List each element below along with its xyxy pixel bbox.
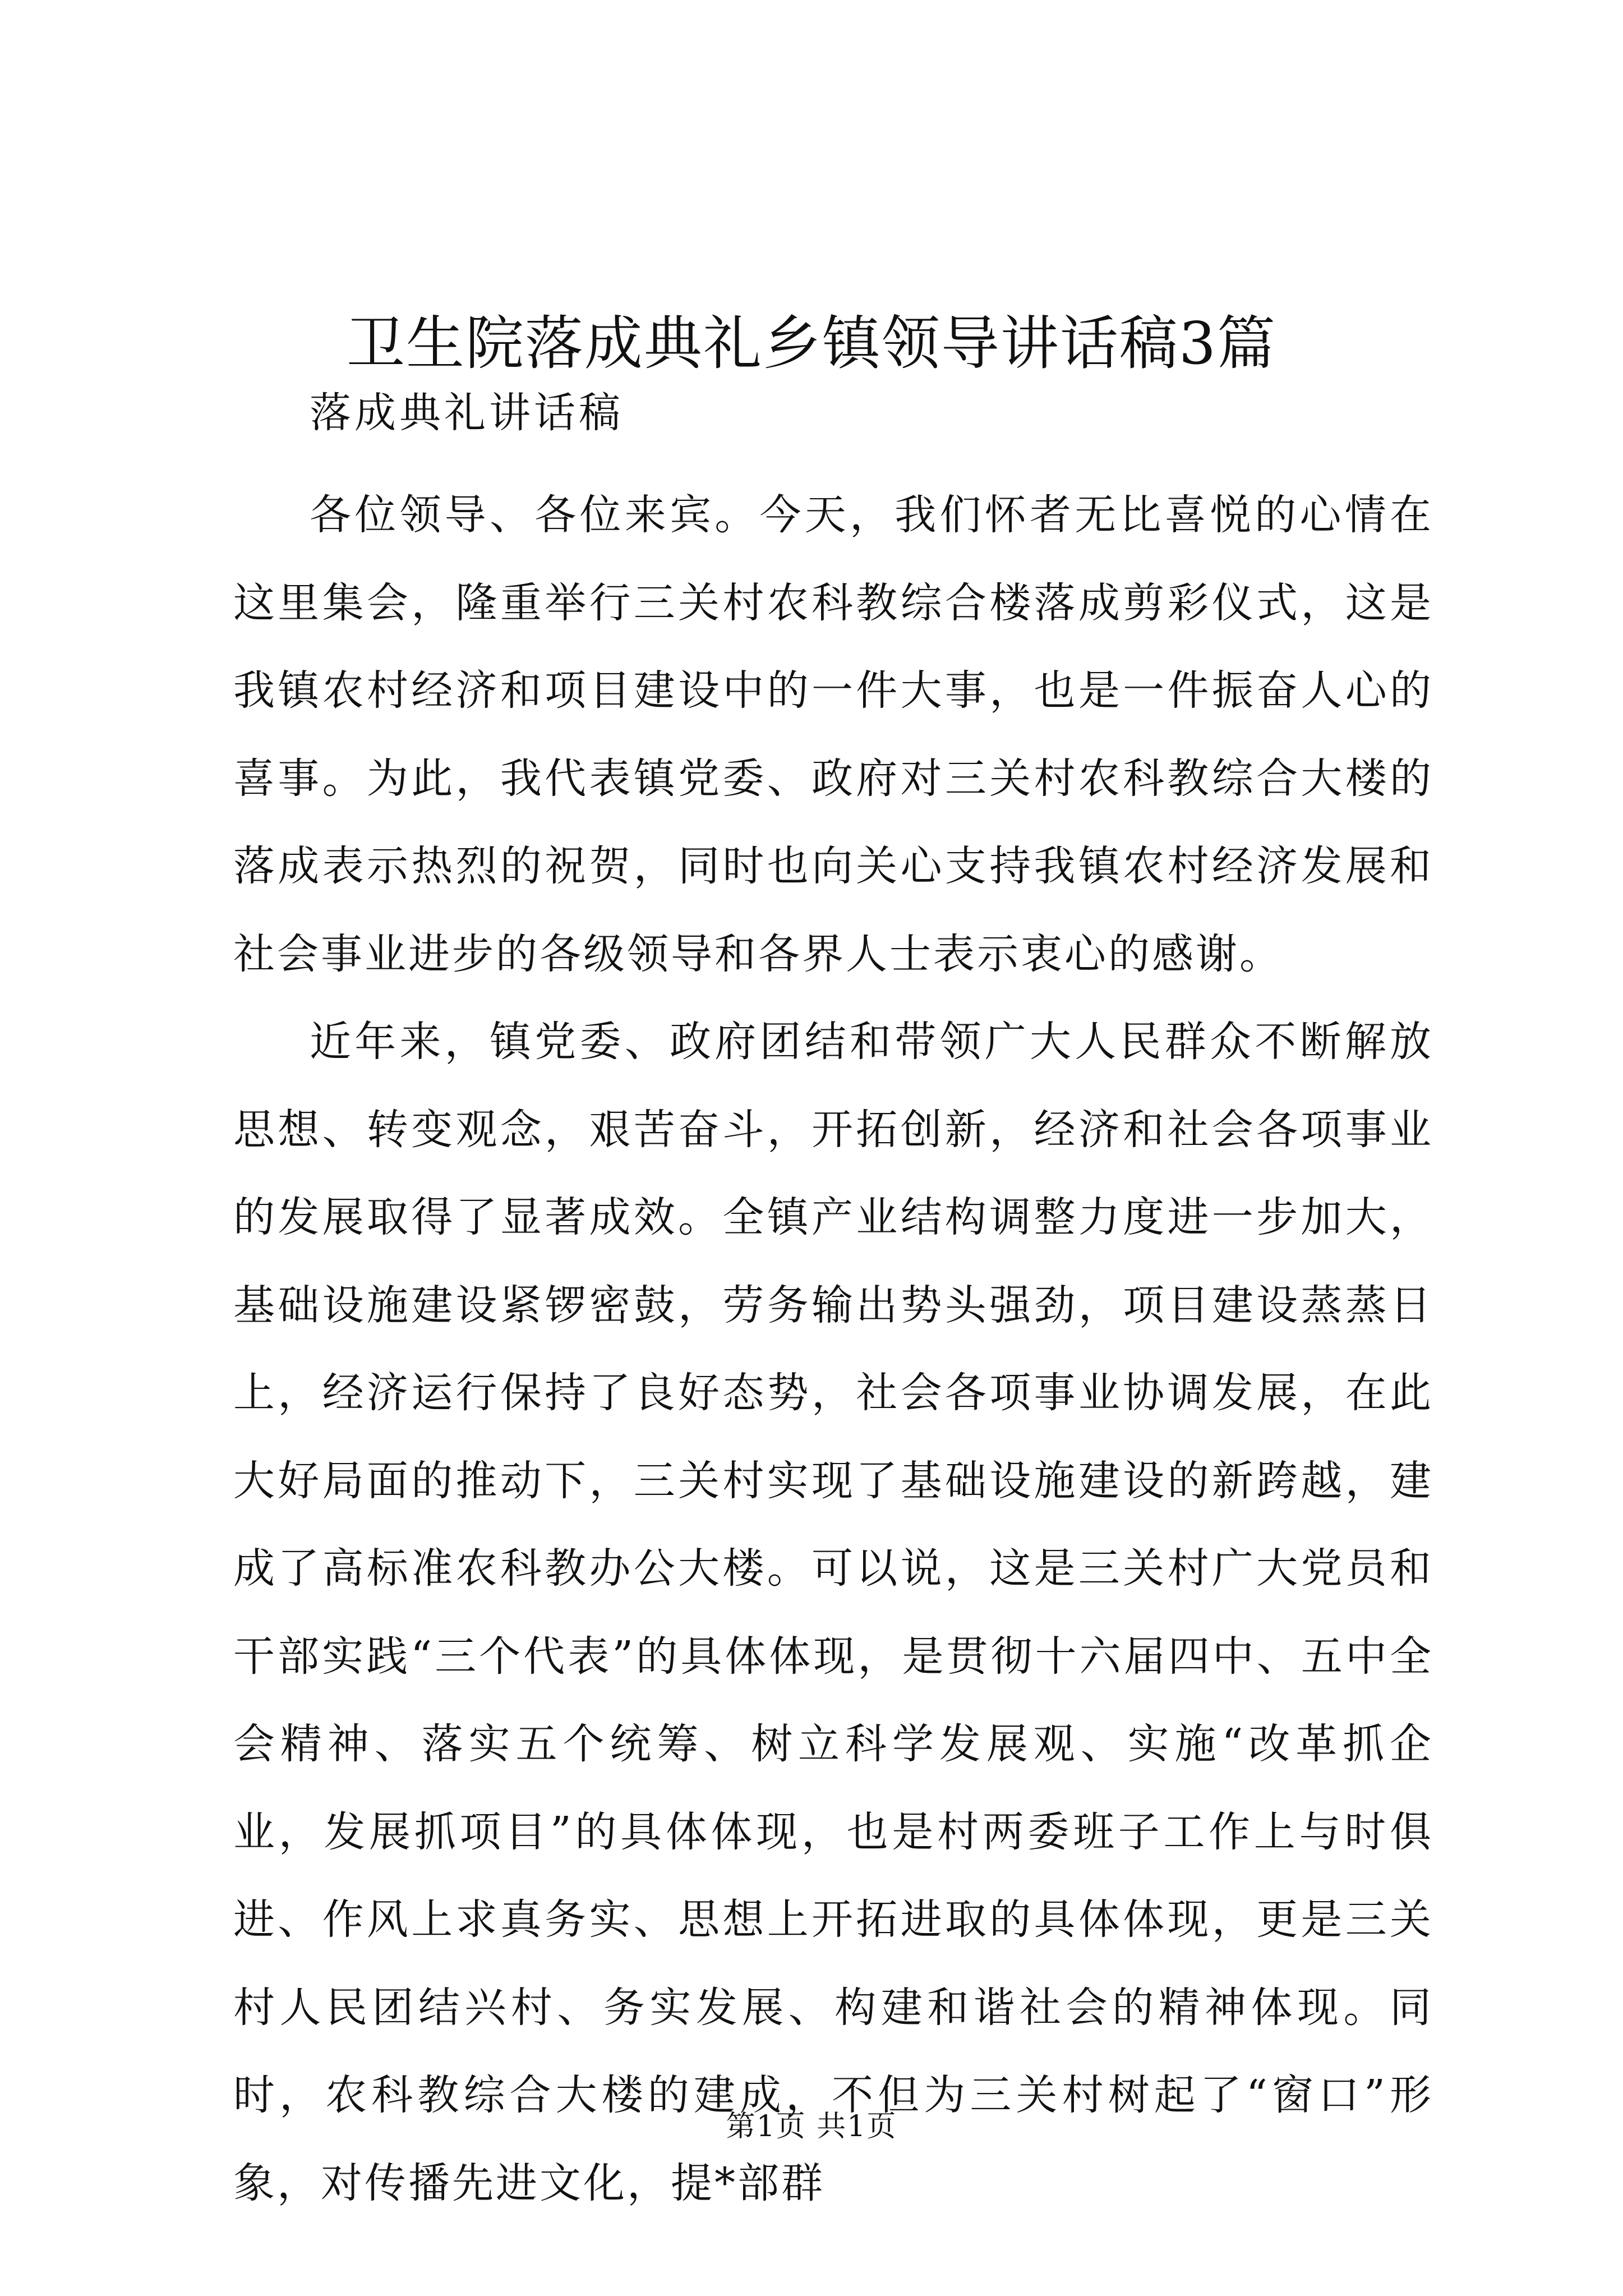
document-body [233,471,1433,2227]
document-title: 卫生院落成典礼乡镇领导讲话稿3篇 [346,309,1277,378]
paragraph: 近年来，镇党委、政府团结和带领广大人民群众不断解放思想、转变观念，艰苦奋斗，开拓创新，经济和社会各项事业的发展取得了显著成效。全镇产业结构调整力度进一步加大，基础设施建设紧锣密鼓，劳务输出势头强劲，项目建设蒸蒸日上，经济运行保持了良好态势，社会各项事业协调发展，在此大好局面的推动下，三关村实现了基础设施建设的新跨越，建成了高标准农科教办公大楼。可以说，这是三关村广大党员和干部实践“三个代表”的具体体现，是贯彻十六届四中、五中全会精神、落实五个统筹、树立科学发展观、实施“改革抓企业，发展抓项目”的具体体现，也是村两委班子工作上与时俱进、作风上求真务实、思想上开拓进取的具体体现，更是三关村人民团结兴村、务实发展、构建和谐社会的精神体现。同时，农科教综合大楼的建成，不但为三关村树起了“窗口”形象，对传播先进文化，提*部群 [233,1018,1433,2207]
paragraph: 各位领导、各位来宾。今天，我们怀者无比喜悦的心情在这里集会，隆重举行三关村农科教综合楼落成剪彩仪式，这是我镇农村经济和项目建设中的一件大事，也是一件振奋人心的喜事。为此，我代表镇党委、政府对三关村农科教综合大楼的落成表示热烈的祝贺，同时也向关心支持我镇农村经济发展和社会事业进步的各级领导和各界人士表示衷心的感谢。 [233,491,1433,978]
page-footer: 第1页 共1页 [726,2110,897,2143]
document-subtitle: 落成典礼讲话稿 [310,389,624,437]
